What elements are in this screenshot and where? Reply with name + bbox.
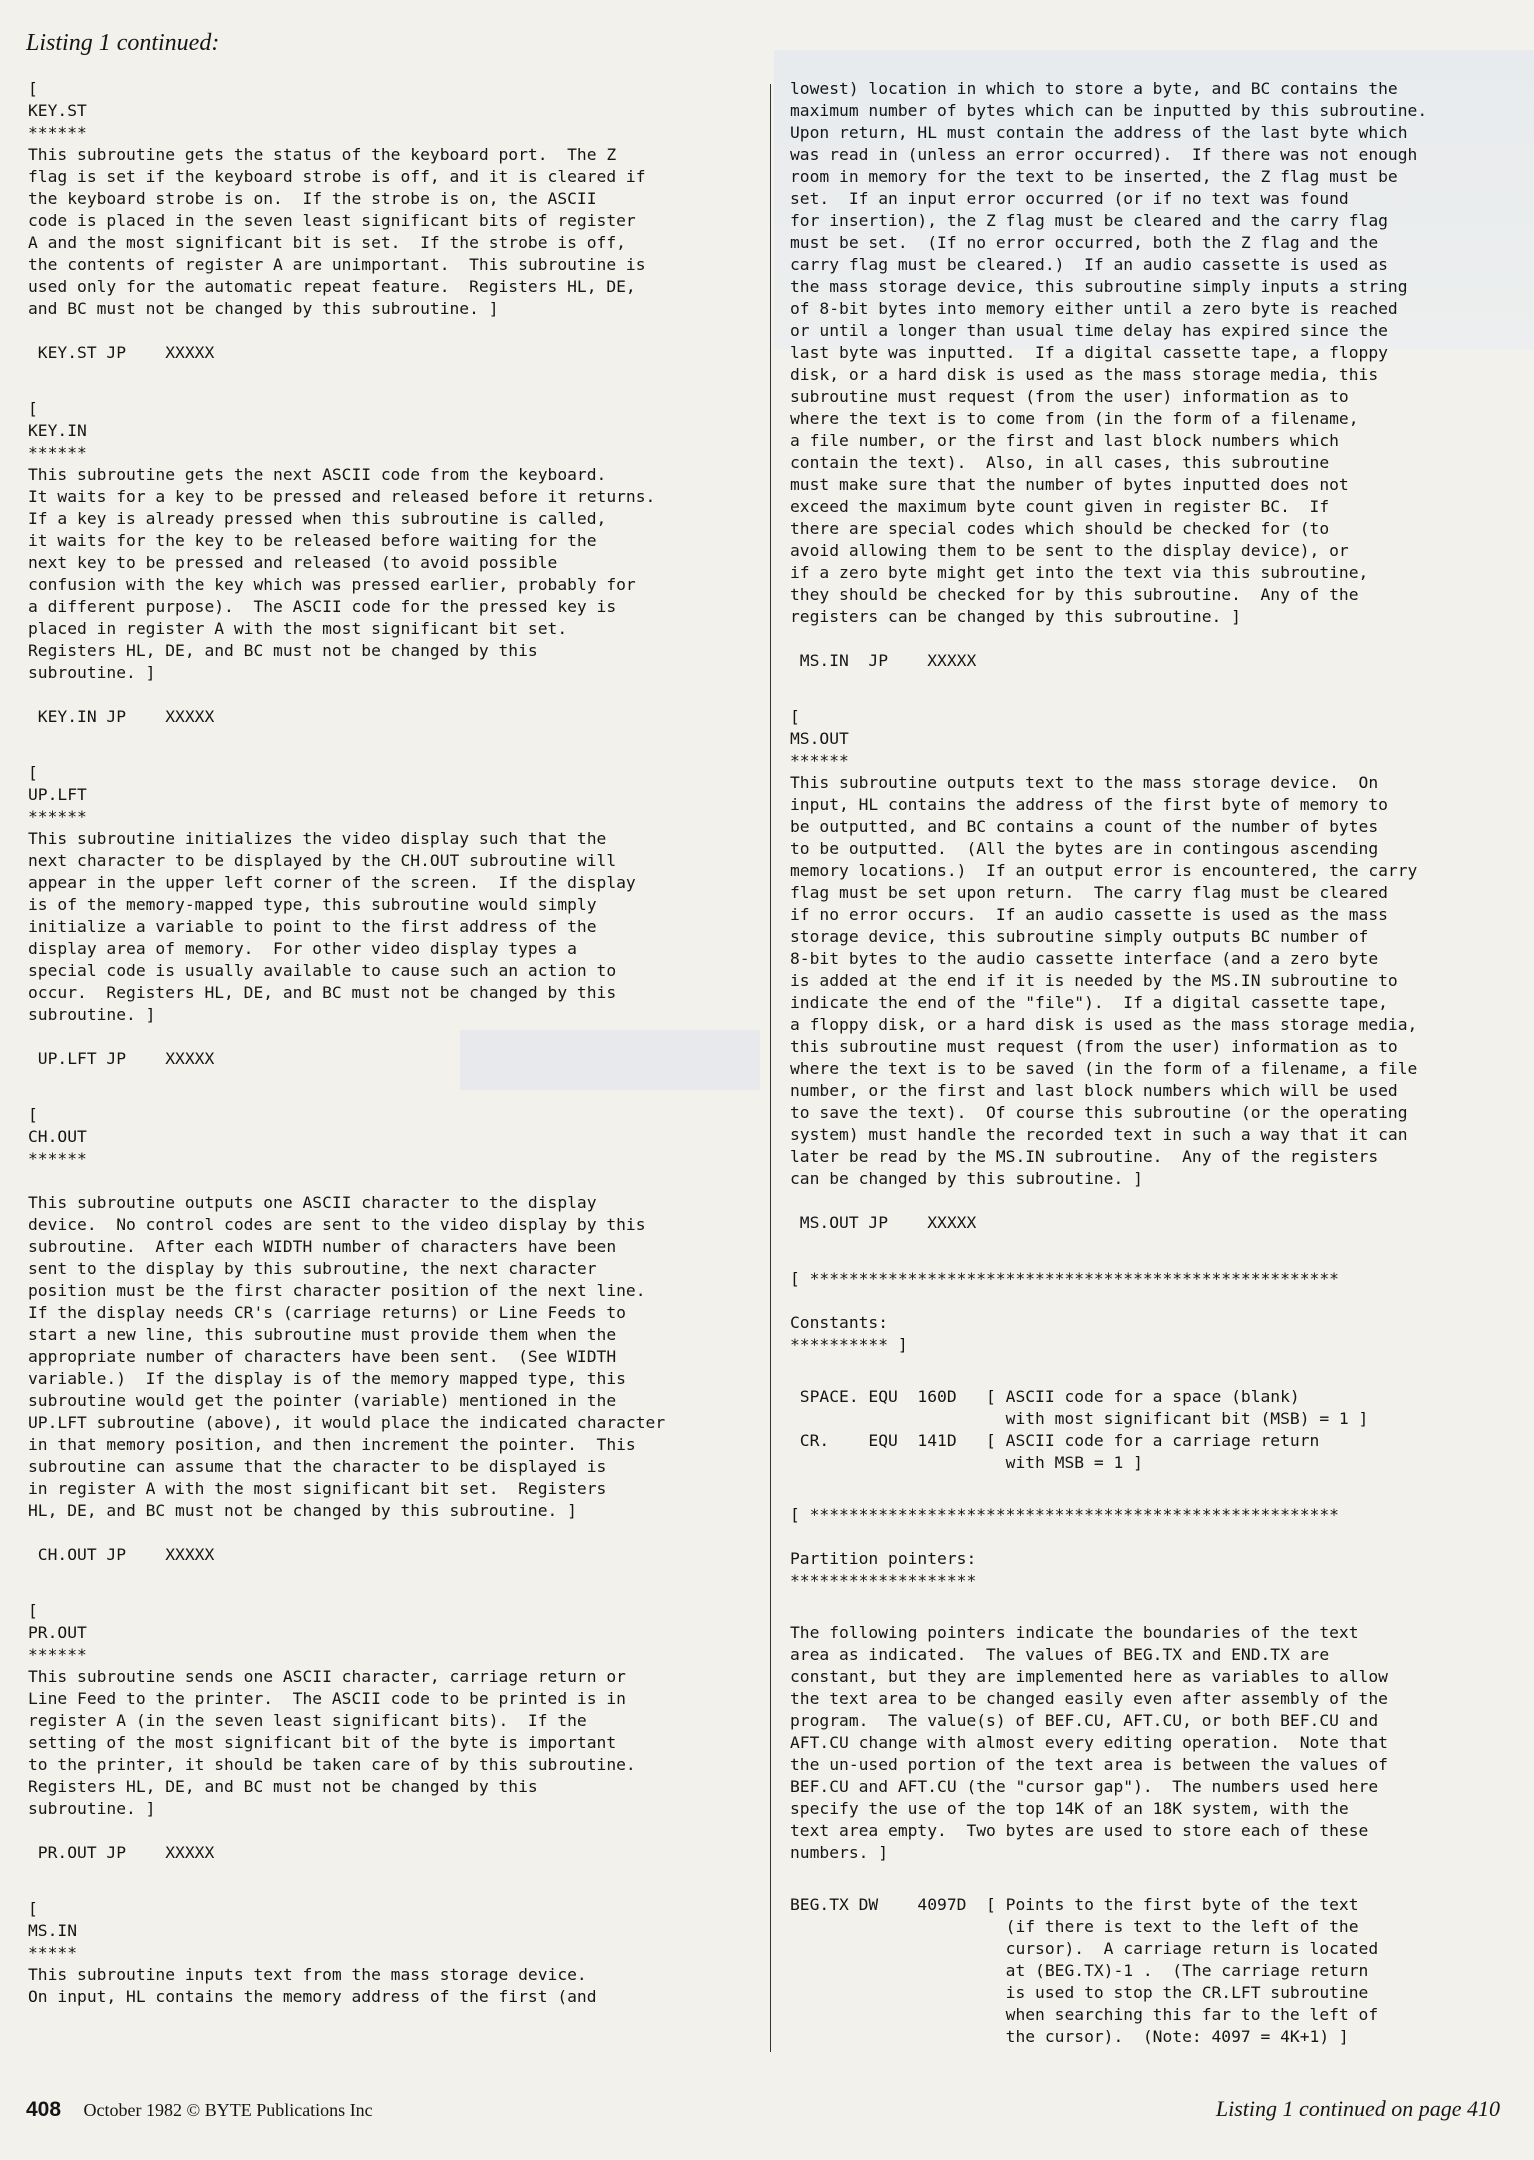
subroutine-heading: [ KEY.ST ****** <box>28 79 87 142</box>
code-line: KEY.IN JP XXXXX <box>28 707 215 726</box>
code-line: MS.OUT JP XXXXX <box>790 1213 977 1232</box>
subroutine-description: This subroutine outputs text to the mass storage device. On input, HL contains the address of the first byte of memory to be outputted, and BC contains a count of the number of bytes to be outputted. (All the bytes are in contingous ascending memory locations.) If an output error is encountered, the carry flag must be set upon return. The carry flag must be cleared if no error occurs. If an audio cassette is used as the mass storage device, this subroutine simply outputs BC number of 8-bit bytes to the audio cassette interface (and a zero byte is added at the end if it is needed by the MS.IN subroutine to indicate the end of the "file"). If a digital cassette tape, a floppy disk, or a hard disk is used as the mass storage media, this subroutine must request (from the user) information as to where the text is to be saved (in the form of a filename, a file number, or the first and last block numbers which will be used to save the text). Of course this subroutine (or the operating system) must handle the recorded text in such a way that it can later be read by the MS.IN subroutine. Any of the registers can be changed by this subroutine. ] <box>790 773 1418 1188</box>
subroutine-key-st <box>28 78 758 364</box>
left-column <box>28 78 758 2010</box>
right-column <box>790 78 1512 2046</box>
subroutine-description: This subroutine gets the status of the keyboard port. The Z flag is set if the keyboard strobe is off, and it is cleared if the keyboard strobe is on. If the strobe is on, the ASCII code is placed in the seven least significant bits of register A and the most significant bit is set. If the strobe is off, the contents of register A are unimportant. This subroutine is used only for the automatic repeat feature. Registers HL, DE, and BC must not be changed by this subroutine. ] <box>28 145 646 318</box>
subroutine-description: This subroutine outputs one ASCII character to the display device. No control codes are sent to the video display by this subroutine. After each WIDTH number of characters have been sent to the display by this subroutine, the next character position must be the first character position of the next line. If the display needs CR's (carriage returns) or Line Feeds to start a new line, this subroutine must provide them when the appropriate number of characters have been sent. (See WIDTH variable.) If the display is of the memory mapped type, this subroutine would get the pointer (variable) mentioned in the UP.LFT subroutine (above), it would place the indicated character in that memory position, and then increment the pointer. This subroutine can assume that the character to be displayed is in register A with the most significant bit set. Registers HL, DE, and BC must not be changed by this subroutine. ] <box>28 1193 666 1520</box>
partition-heading: Partition pointers: ******************* <box>790 1549 977 1590</box>
constants-heading: Constants: ********** ] <box>790 1313 908 1354</box>
separator-line: [ ****************************************************** <box>790 1269 1339 1288</box>
code-line: UP.LFT JP XXXXX <box>28 1049 215 1068</box>
page-footer <box>26 2098 373 2122</box>
partition-description: The following pointers indicate the boundaries of the text area as indicated. The values of BEG.TX and END.TX are constant, but they are implemented here as variables to allow the text area to be changed easily even after assembly of the program. The value(s) of BEF.CU, AFT.CU, or both BEF.CU and AFT.CU change with almost every editing operation. Note that the un-used portion of the text area is between the values of BEF.CU and AFT.CU (the "cursor gap"). The numbers used here specify the use of the top 14K of an 18K system, with the text area empty. Two bytes are used to store each of these numbers. ] <box>790 1623 1388 1862</box>
subroutine-ms-in <box>28 1898 758 2008</box>
subroutine-ms-out <box>790 706 1512 1234</box>
subroutine-ch-out <box>28 1104 758 1566</box>
constants-equ-lines: SPACE. EQU 160D [ ASCII code for a space (blank) with most significant bit (MSB) = 1 ] CR. EQU 141D [ ASCII code for a carriage return with MSB = 1 ] <box>799 1387 1369 1472</box>
subroutine-description: This subroutine inputs text from the mass storage device. On input, HL contains the memory address of the first (and <box>28 1965 597 2006</box>
beg-tx-definition: BEG.TX DW 4097D [ Points to the first byte of the text (if there is text to the left of the cursor). A carriage return is located at (BEG.TX)-1 . (The carriage return is used to stop the CR.LFT subroutine when searching this far to the left of the cursor). (Note: 4097 = 4K+1) ] <box>790 1895 1379 2046</box>
separator-line: [ ****************************************************** <box>790 1505 1339 1524</box>
continued-note: Listing 1 continued on page 410 <box>1215 2096 1500 2121</box>
code-line: MS.IN JP XXXXX <box>790 651 977 670</box>
code-line: PR.OUT JP XXXXX <box>28 1843 215 1862</box>
column-divider <box>770 84 771 2052</box>
code-line: CH.OUT JP XXXXX <box>28 1545 215 1564</box>
subroutine-heading: [ UP.LFT ****** <box>28 763 87 826</box>
subroutine-heading: [ KEY.IN ****** <box>28 399 87 462</box>
listing-header: Listing 1 continued: <box>26 30 220 56</box>
subroutine-heading: [ PR.OUT ****** <box>28 1601 87 1664</box>
subroutine-key-in <box>28 398 758 728</box>
subroutine-up-lft <box>28 762 758 1070</box>
ms-in-description-continued: lowest) location in which to store a byte, and BC contains the maximum number of bytes which can be inputted by this subroutine. Upon return, HL must contain the address of the last byte which was read in (unless an error occurred). If there was not enough room in memory for the text to be inserted, the Z flag must be set. If an input error occurred (or if no text was found for insertion), the Z flag must be cleared and the carry flag must be set. (If no error occurred, both the Z flag and the carry flag must be cleared.) If an audio cassette is used as the mass storage device, this subroutine simply inputs a string of 8-bit bytes into memory either until a zero byte is reached or until a longer than usual time delay has expired since the last byte was inputted. If a digital cassette tape, a floppy disk, or a hard disk is used as the mass storage media, this subroutine must request (from the user) information as to where the text is to come from (in the form of a filename, a file number, or the first and last block numbers which contain the text). Also, in all cases, this subroutine must make sure that the number of bytes inputted does not exceed the maximum byte count given in register BC. If there are special codes which should be checked for (to avoid allowing them to be sent to the display device), or if a zero byte might get into the text via this subroutine, they should be checked for by this subroutine. Any of the registers can be changed by this subroutine. ] <box>790 79 1428 626</box>
page-number: 408 <box>26 2098 62 2121</box>
subroutine-description: This subroutine sends one ASCII character, carriage return or Line Feed to the printer. The ASCII code to be printed is in register A (in the seven least significant bits). If the setting of the most significant bit of the byte is important to the printer, it should be taken care of by this subroutine. Registers HL, DE, and BC must not be changed by this subroutine. ] <box>28 1667 636 1818</box>
subroutine-heading: [ CH.OUT ****** <box>28 1105 87 1168</box>
code-line: KEY.ST JP XXXXX <box>28 343 215 362</box>
subroutine-description: This subroutine initializes the video display such that the next character to be displayed by the CH.OUT subroutine will appear in the upper left corner of the screen. If the display is of the memory-mapped type, this subroutine would simply initialize a variable to point to the first address of the display area of memory. For other video display types a special code is usually available to cause such an action to occur. Registers HL, DE, and BC must not be changed by this subroutine. ] <box>28 829 636 1024</box>
subroutine-pr-out <box>28 1600 758 1864</box>
subroutine-heading: [ MS.OUT ****** <box>790 707 849 770</box>
subroutine-heading: [ MS.IN ***** <box>28 1899 78 1962</box>
publication-line: October 1982 © BYTE Publications Inc <box>83 2100 373 2120</box>
subroutine-description: This subroutine gets the next ASCII code from the keyboard. It waits for a key to be pressed and released before it returns. If a key is already pressed when this subroutine is called, it waits for the key to be released before waiting for the next key to be pressed and released (to avoid possible confusion with the key which was pressed earlier, probably for a different purpose). The ASCII code for the pressed key is placed in register A with the most significant bit set. Registers HL, DE, and BC must not be changed by this subroutine. ] <box>28 465 656 682</box>
